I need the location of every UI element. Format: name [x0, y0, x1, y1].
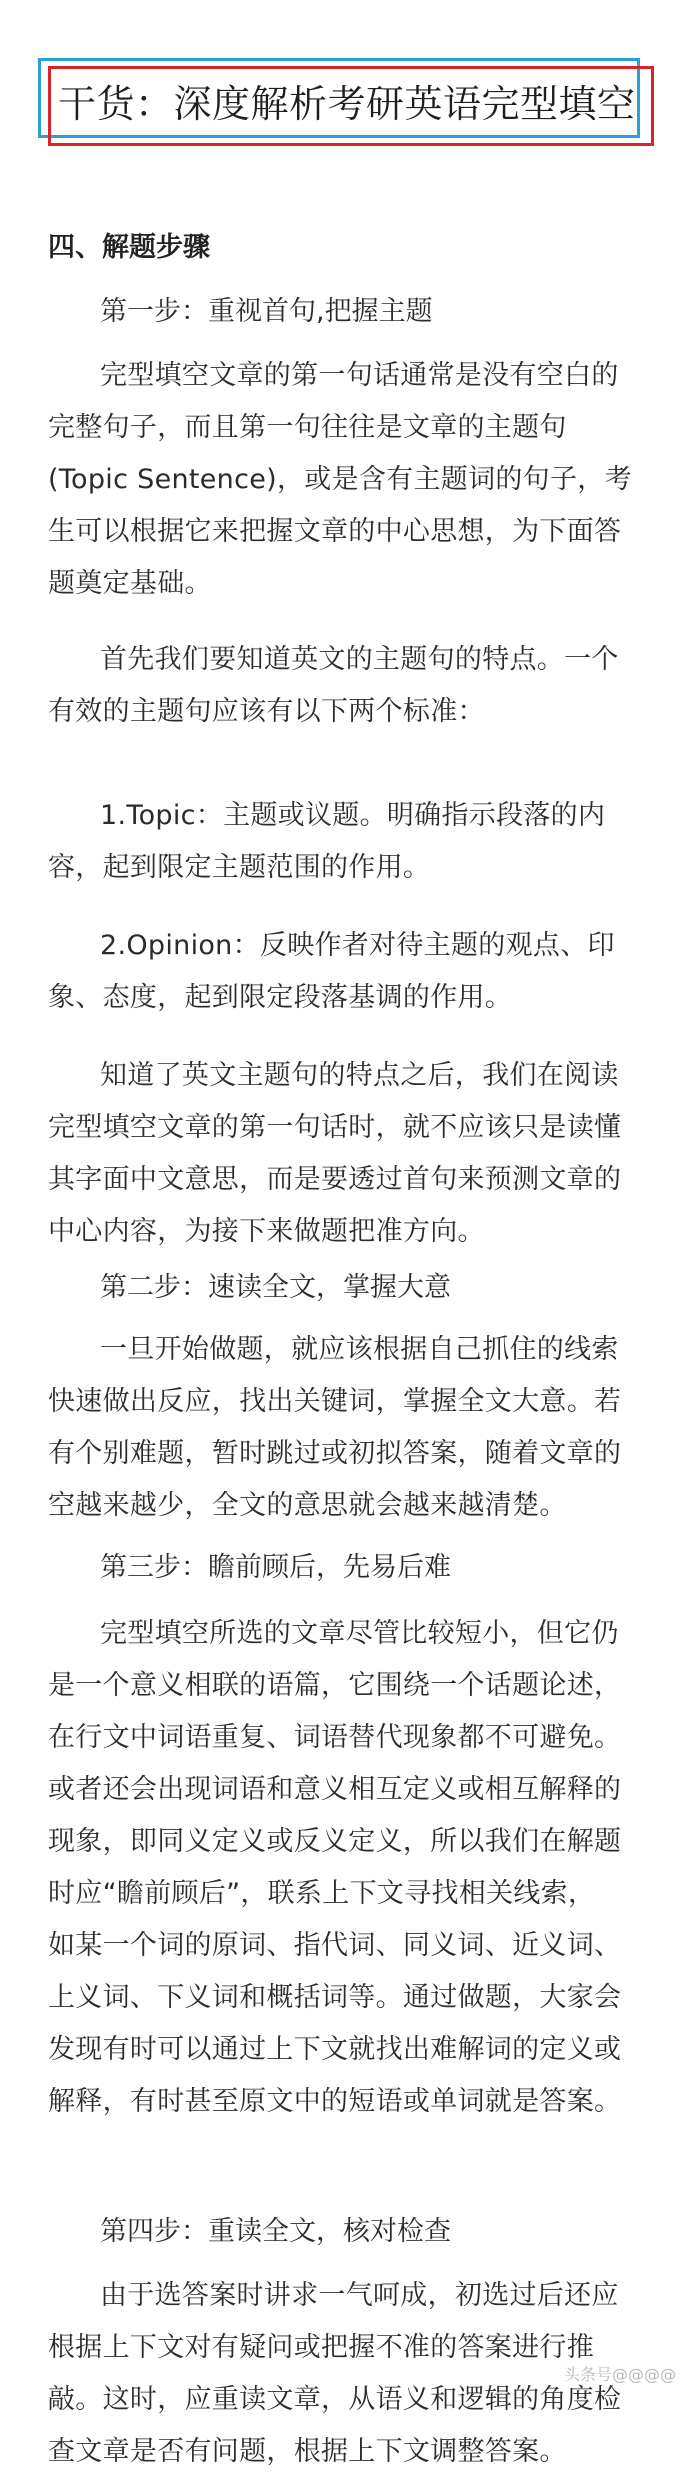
paragraph-line: 完整句子，而且第一句往往是文章的主题句	[48, 412, 567, 443]
paragraph	[48, 920, 654, 1024]
paragraph-line: 完型填空所选的文章尽管比较短小，但它仍	[100, 1618, 619, 1649]
paragraph-line: 时应“瞻前顾后”，联系上下文寻找相关线索，	[48, 1878, 596, 1909]
paragraph-line: 查文章是否有问题，根据上下文调整答案。	[48, 2436, 567, 2467]
paragraph-line: 2.Opinion：反映作者对待主题的观点、印	[100, 930, 615, 961]
paragraph	[48, 1324, 654, 1532]
paragraph-line: (Topic Sentence)，或是含有主题词的句子，考	[48, 464, 632, 495]
paragraph-line: 完型填空文章的第一句话时，就不应该只是读懂	[48, 1112, 622, 1143]
paragraph-line: 解释，有时甚至原文中的短语或单词就是答案。	[48, 2086, 622, 2117]
paragraph	[48, 790, 654, 894]
paragraph	[48, 1050, 654, 1258]
paragraph-line: 发现有时可以通过上下文就找出难解词的定义或	[48, 2034, 622, 2065]
watermark: 头条号@@@@	[563, 2365, 676, 2384]
paragraph-line: 敲。这时，应重读文章，从语义和逻辑的角度检	[48, 2384, 622, 2415]
paragraph	[48, 634, 654, 738]
step-heading: 第四步：重读全文，核对检查	[100, 2216, 451, 2247]
paragraph-line: 其字面中文意思，而是要透过首句来预测文章的	[48, 1164, 622, 1195]
paragraph-line: 或者还会出现词语和意义相互定义或相互解释的	[48, 1774, 622, 1805]
paragraph-line: 容，起到限定主题范围的作用。	[48, 852, 431, 883]
step-heading: 第三步：瞻前顾后，先易后难	[100, 1552, 451, 1583]
section-title: 四、解题步骤	[48, 232, 210, 263]
paragraph-line: 知道了英文主题句的特点之后，我们在阅读	[100, 1060, 619, 1091]
paragraph-line: 是一个意义相联的语篇，它围绕一个话题论述，	[48, 1670, 622, 1701]
paragraph-line: 现象，即同义定义或反义定义，所以我们在解题	[48, 1826, 622, 1857]
paragraph-line: 中心内容，为接下来做题把准方向。	[48, 1216, 485, 1247]
paragraph	[48, 350, 654, 610]
paragraph-line: 一旦开始做题，就应该根据自己抓住的线索	[100, 1334, 619, 1365]
step-heading: 第二步：速读全文，掌握大意	[100, 1272, 451, 1303]
page-title: 干货：深度解析考研英语完型填空	[58, 82, 636, 126]
paragraph-line: 生可以根据它来把握文章的中心思想，为下面答	[48, 516, 622, 547]
step-heading: 第一步：重视首句,把握主题	[100, 296, 433, 327]
paragraph-line: 由于选答案时讲求一气呵成，初选过后还应	[100, 2280, 619, 2311]
paragraph-line: 1.Topic：主题或议题。明确指示段落的内	[100, 800, 606, 831]
paragraph-line: 根据上下文对有疑问或把握不准的答案进行推	[48, 2332, 594, 2363]
paragraph-line: 空越来越少，全文的意思就会越来越清楚。	[48, 1490, 567, 1521]
paragraph-line: 完型填空文章的第一句话通常是没有空白的	[100, 360, 619, 391]
paragraph-line: 首先我们要知道英文的主题句的特点。一个	[100, 644, 619, 675]
paragraph-line: 有效的主题句应该有以下两个标准：	[48, 696, 485, 727]
paragraph-line: 如某一个词的原词、指代词、同义词、近义词、	[48, 1930, 622, 1961]
paragraph-line: 题奠定基础。	[48, 568, 212, 599]
paragraph-line: 有个别难题，暂时跳过或初拟答案，随着文章的	[48, 1438, 622, 1469]
paragraph-line: 快速做出反应，找出关键词，掌握全文大意。若	[48, 1386, 622, 1417]
paragraph-line: 在行文中词语重复、词语替代现象都不可避免。	[48, 1722, 622, 1753]
paragraph-line: 象、态度，起到限定段落基调的作用。	[48, 982, 513, 1013]
paragraph	[48, 1608, 654, 2128]
paragraph-line: 上义词、下义词和概括词等。通过做题，大家会	[48, 1982, 622, 2013]
